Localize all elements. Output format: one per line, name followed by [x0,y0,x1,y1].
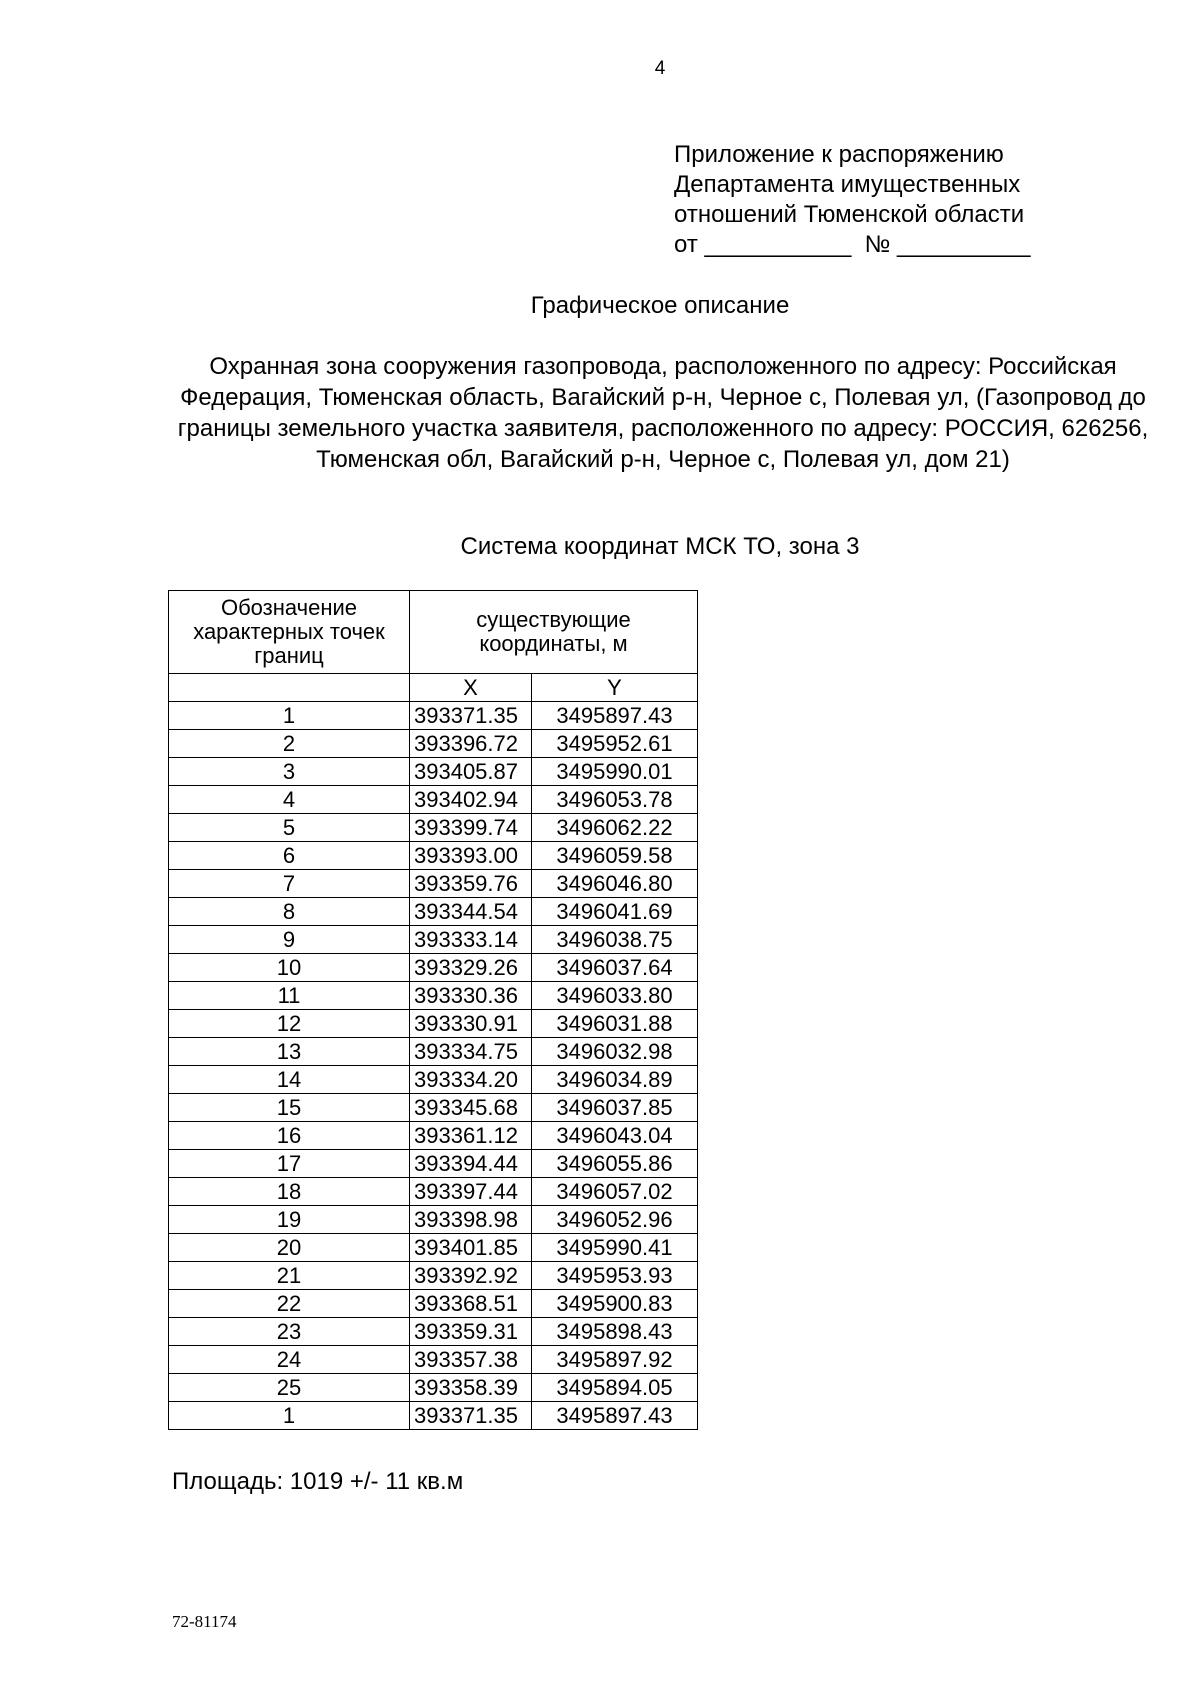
cell-point: 1 [169,702,410,730]
cell-point: 5 [169,814,410,842]
cell-point: 9 [169,926,410,954]
cell-x: 393344.54 [410,898,532,926]
cell-y: 3496033.80 [532,982,698,1010]
table-row [169,954,698,982]
page-number: 4 [654,58,666,79]
table-row [169,702,698,730]
appendix-line: отношений Тюменской области [674,201,1025,228]
cell-x: 393330.91 [410,1010,532,1038]
table-row [169,982,698,1010]
cell-point: 17 [169,1150,410,1178]
table-row [169,1122,698,1150]
header-y: Y [532,674,698,702]
cell-point: 15 [169,1094,410,1122]
table-subheader-row [169,674,698,702]
cell-point: 24 [169,1346,410,1374]
table-row [169,1150,698,1178]
cell-y: 3496034.89 [532,1066,698,1094]
cell-point: 10 [169,954,410,982]
cell-y: 3496038.75 [532,926,698,954]
table-row [169,1010,698,1038]
cell-y: 3496062.22 [532,814,698,842]
area-value: Площадь: 1019 +/- 11 кв.м [172,1468,464,1495]
cell-x: 393397.44 [410,1178,532,1206]
cell-y: 3495894.05 [532,1374,698,1402]
cell-y: 3496057.02 [532,1178,698,1206]
cell-x: 393345.68 [410,1094,532,1122]
cell-point: 16 [169,1122,410,1150]
coordinates-table [168,590,698,1430]
cell-x: 393396.72 [410,730,532,758]
cell-point: 4 [169,786,410,814]
document-code: 72-81174 [172,1612,237,1631]
cell-point: 21 [169,1262,410,1290]
cell-y: 3496052.96 [532,1206,698,1234]
cell-point: 12 [169,1010,410,1038]
cell-y: 3495898.43 [532,1318,698,1346]
table-row [169,786,698,814]
cell-x: 393334.75 [410,1038,532,1066]
cell-y: 3495953.93 [532,1262,698,1290]
cell-point: 25 [169,1374,410,1402]
header-points: Обозначение характерных точек границ [169,591,410,674]
header-x: X [410,674,532,702]
table-row [169,814,698,842]
cell-x: 393398.98 [410,1206,532,1234]
table-row [169,870,698,898]
cell-y: 3495897.92 [532,1346,698,1374]
document-title: Графическое описание [530,292,790,319]
appendix-line: от ___________ № __________ [674,231,1031,258]
cell-x: 393329.26 [410,954,532,982]
appendix-line: Приложение к распоряжению [674,141,1004,168]
cell-point: 1 [169,1402,410,1430]
cell-point: 8 [169,898,410,926]
table-row [169,1178,698,1206]
cell-y: 3496032.98 [532,1038,698,1066]
coordinate-system: Система координат МСК ТО, зона 3 [460,533,860,560]
cell-x: 393405.87 [410,758,532,786]
table-row [169,1234,698,1262]
cell-x: 393371.35 [410,702,532,730]
cell-point: 22 [169,1290,410,1318]
cell-point: 2 [169,730,410,758]
table-row [169,1094,698,1122]
cell-point: 6 [169,842,410,870]
cell-y: 3495990.41 [532,1234,698,1262]
table-row [169,1402,698,1430]
cell-point: 18 [169,1178,410,1206]
cell-x: 393357.38 [410,1346,532,1374]
cell-point: 11 [169,982,410,1010]
cell-x: 393361.12 [410,1122,532,1150]
table-row [169,1038,698,1066]
cell-point: 14 [169,1066,410,1094]
header-coordinates: существующие координаты, м [410,591,698,674]
table-row [169,758,698,786]
cell-point: 7 [169,870,410,898]
appendix-block [674,140,1031,260]
cell-x: 393358.39 [410,1374,532,1402]
cell-x: 393333.14 [410,926,532,954]
cell-x: 393393.00 [410,842,532,870]
table-row [169,730,698,758]
cell-y: 3495952.61 [532,730,698,758]
table-row [169,1066,698,1094]
cell-point: 13 [169,1038,410,1066]
cell-x: 393401.85 [410,1234,532,1262]
cell-x: 393402.94 [410,786,532,814]
cell-point: 19 [169,1206,410,1234]
cell-x: 393359.76 [410,870,532,898]
cell-x: 393334.20 [410,1066,532,1094]
cell-point: 3 [169,758,410,786]
cell-y: 3496041.69 [532,898,698,926]
object-description: Охранная зона сооружения газопровода, расположенного по адресу: Российская Федерация, Тюменская область, Вагайский р-н, Черное с, Полевая ул, (Газопровод до границы земельного участка заявителя, расположенного по адресу: РОССИЯ, 626256, Тюменская обл, Вагайский р-н, Черное с, Полевая ул, дом 21) [177,353,1149,473]
cell-y: 3496037.64 [532,954,698,982]
cell-y: 3496055.86 [532,1150,698,1178]
cell-y: 3496046.80 [532,870,698,898]
table-row [169,1346,698,1374]
table-row [169,1206,698,1234]
appendix-line: Департамента имущественных [674,171,1021,198]
cell-x: 393330.36 [410,982,532,1010]
cell-y: 3496037.85 [532,1094,698,1122]
table-row [169,1374,698,1402]
cell-y: 3496053.78 [532,786,698,814]
cell-y: 3495897.43 [532,1402,698,1430]
cell-point: 23 [169,1318,410,1346]
table-row [169,1290,698,1318]
cell-x: 393399.74 [410,814,532,842]
cell-y: 3496059.58 [532,842,698,870]
table-header-row [169,591,698,674]
cell-y: 3496031.88 [532,1010,698,1038]
cell-point: 20 [169,1234,410,1262]
table-row [169,926,698,954]
cell-x: 393394.44 [410,1150,532,1178]
cell-x: 393392.92 [410,1262,532,1290]
cell-y: 3495900.83 [532,1290,698,1318]
header-empty [169,674,410,702]
cell-x: 393359.31 [410,1318,532,1346]
cell-x: 393368.51 [410,1290,532,1318]
table-row [169,1262,698,1290]
cell-y: 3495990.01 [532,758,698,786]
cell-y: 3495897.43 [532,702,698,730]
cell-y: 3496043.04 [532,1122,698,1150]
cell-x: 393371.35 [410,1402,532,1430]
table-row [169,898,698,926]
table-row [169,1318,698,1346]
table-row [169,842,698,870]
